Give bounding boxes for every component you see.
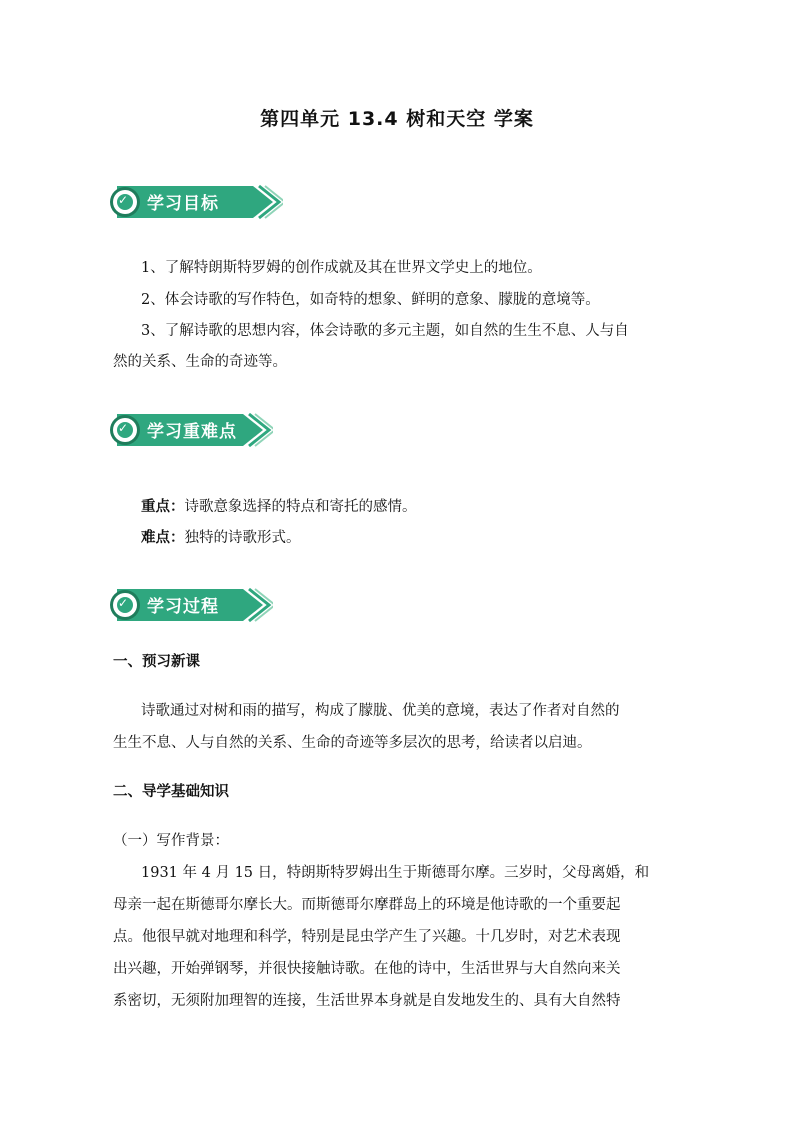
check-circle-icon: ✓ <box>118 596 129 610</box>
background-line-3: 点。他很早就对地理和科学，特别是昆虫学产生了兴趣。十几岁时，对艺术表现 <box>113 929 621 945</box>
part2-heading: 二、导学基础知识 <box>113 784 229 800</box>
check-circle-icon: ✓ <box>118 421 129 435</box>
difficulty-label: 难点： <box>141 530 185 546</box>
goal-item-2: 2、体会诗歌的写作特色，如奇特的想象、鲜明的意象、朦胧的意境等。 <box>141 292 600 308</box>
focus-text: 诗歌意象选择的特点和寄托的感情。 <box>184 499 417 515</box>
goal-item-3-cont: 然的关系、生命的奇迹等。 <box>113 354 287 370</box>
background-line-4: 出兴趣，开始弹钢琴，并很快接触诗歌。在他的诗中，生活世界与大自然向来关 <box>113 961 621 977</box>
check-circle-icon: ✓ <box>118 193 129 207</box>
sub1-heading: （一）写作背景： <box>113 833 229 849</box>
banner-label: 学习目标 <box>147 194 219 214</box>
difficulty-text: 独特的诗歌形式。 <box>184 530 301 546</box>
goal-item-3: 3、了解诗歌的思想内容，体会诗歌的多元主题，如自然的生生不息、人与自 <box>141 323 629 339</box>
difficulty-line <box>141 528 301 548</box>
background-line-2: 母亲一起在斯德哥尔摩长大。而斯德哥尔摩群岛上的环境是他诗歌的一个重要起 <box>113 897 621 913</box>
document-title: 第四单元 13.4 树和天空 学案 <box>260 108 534 130</box>
background-line-1: 1931 年 4 月 15 日，特朗斯特罗姆出生于斯德哥尔摩。三岁时，父母离婚，和 <box>141 865 650 881</box>
focus-label: 重点： <box>141 499 185 515</box>
background-line-5: 系密切，无须附加理智的连接，生活世界本身就是自发地发生的、具有大自然特 <box>113 993 621 1009</box>
part1-heading: 一、预习新课 <box>113 654 200 670</box>
preview-line-2: 生生不息、人与自然的关系、生命的奇迹等多层次的思考，给读者以启迪。 <box>113 735 592 751</box>
section-banner-key-points <box>103 410 273 450</box>
banner-label: 学习重难点 <box>147 422 237 442</box>
preview-line-1: 诗歌通过对树和雨的描写，构成了朦胧、优美的意境，表达了作者对自然的 <box>141 703 620 719</box>
section-banner-goals <box>103 182 283 222</box>
banner-label: 学习过程 <box>147 597 219 617</box>
goal-item-1: 1、了解特朗斯特罗姆的创作成就及其在世界文学史上的地位。 <box>141 260 542 276</box>
section-banner-process <box>103 585 273 625</box>
focus-line <box>141 497 417 517</box>
